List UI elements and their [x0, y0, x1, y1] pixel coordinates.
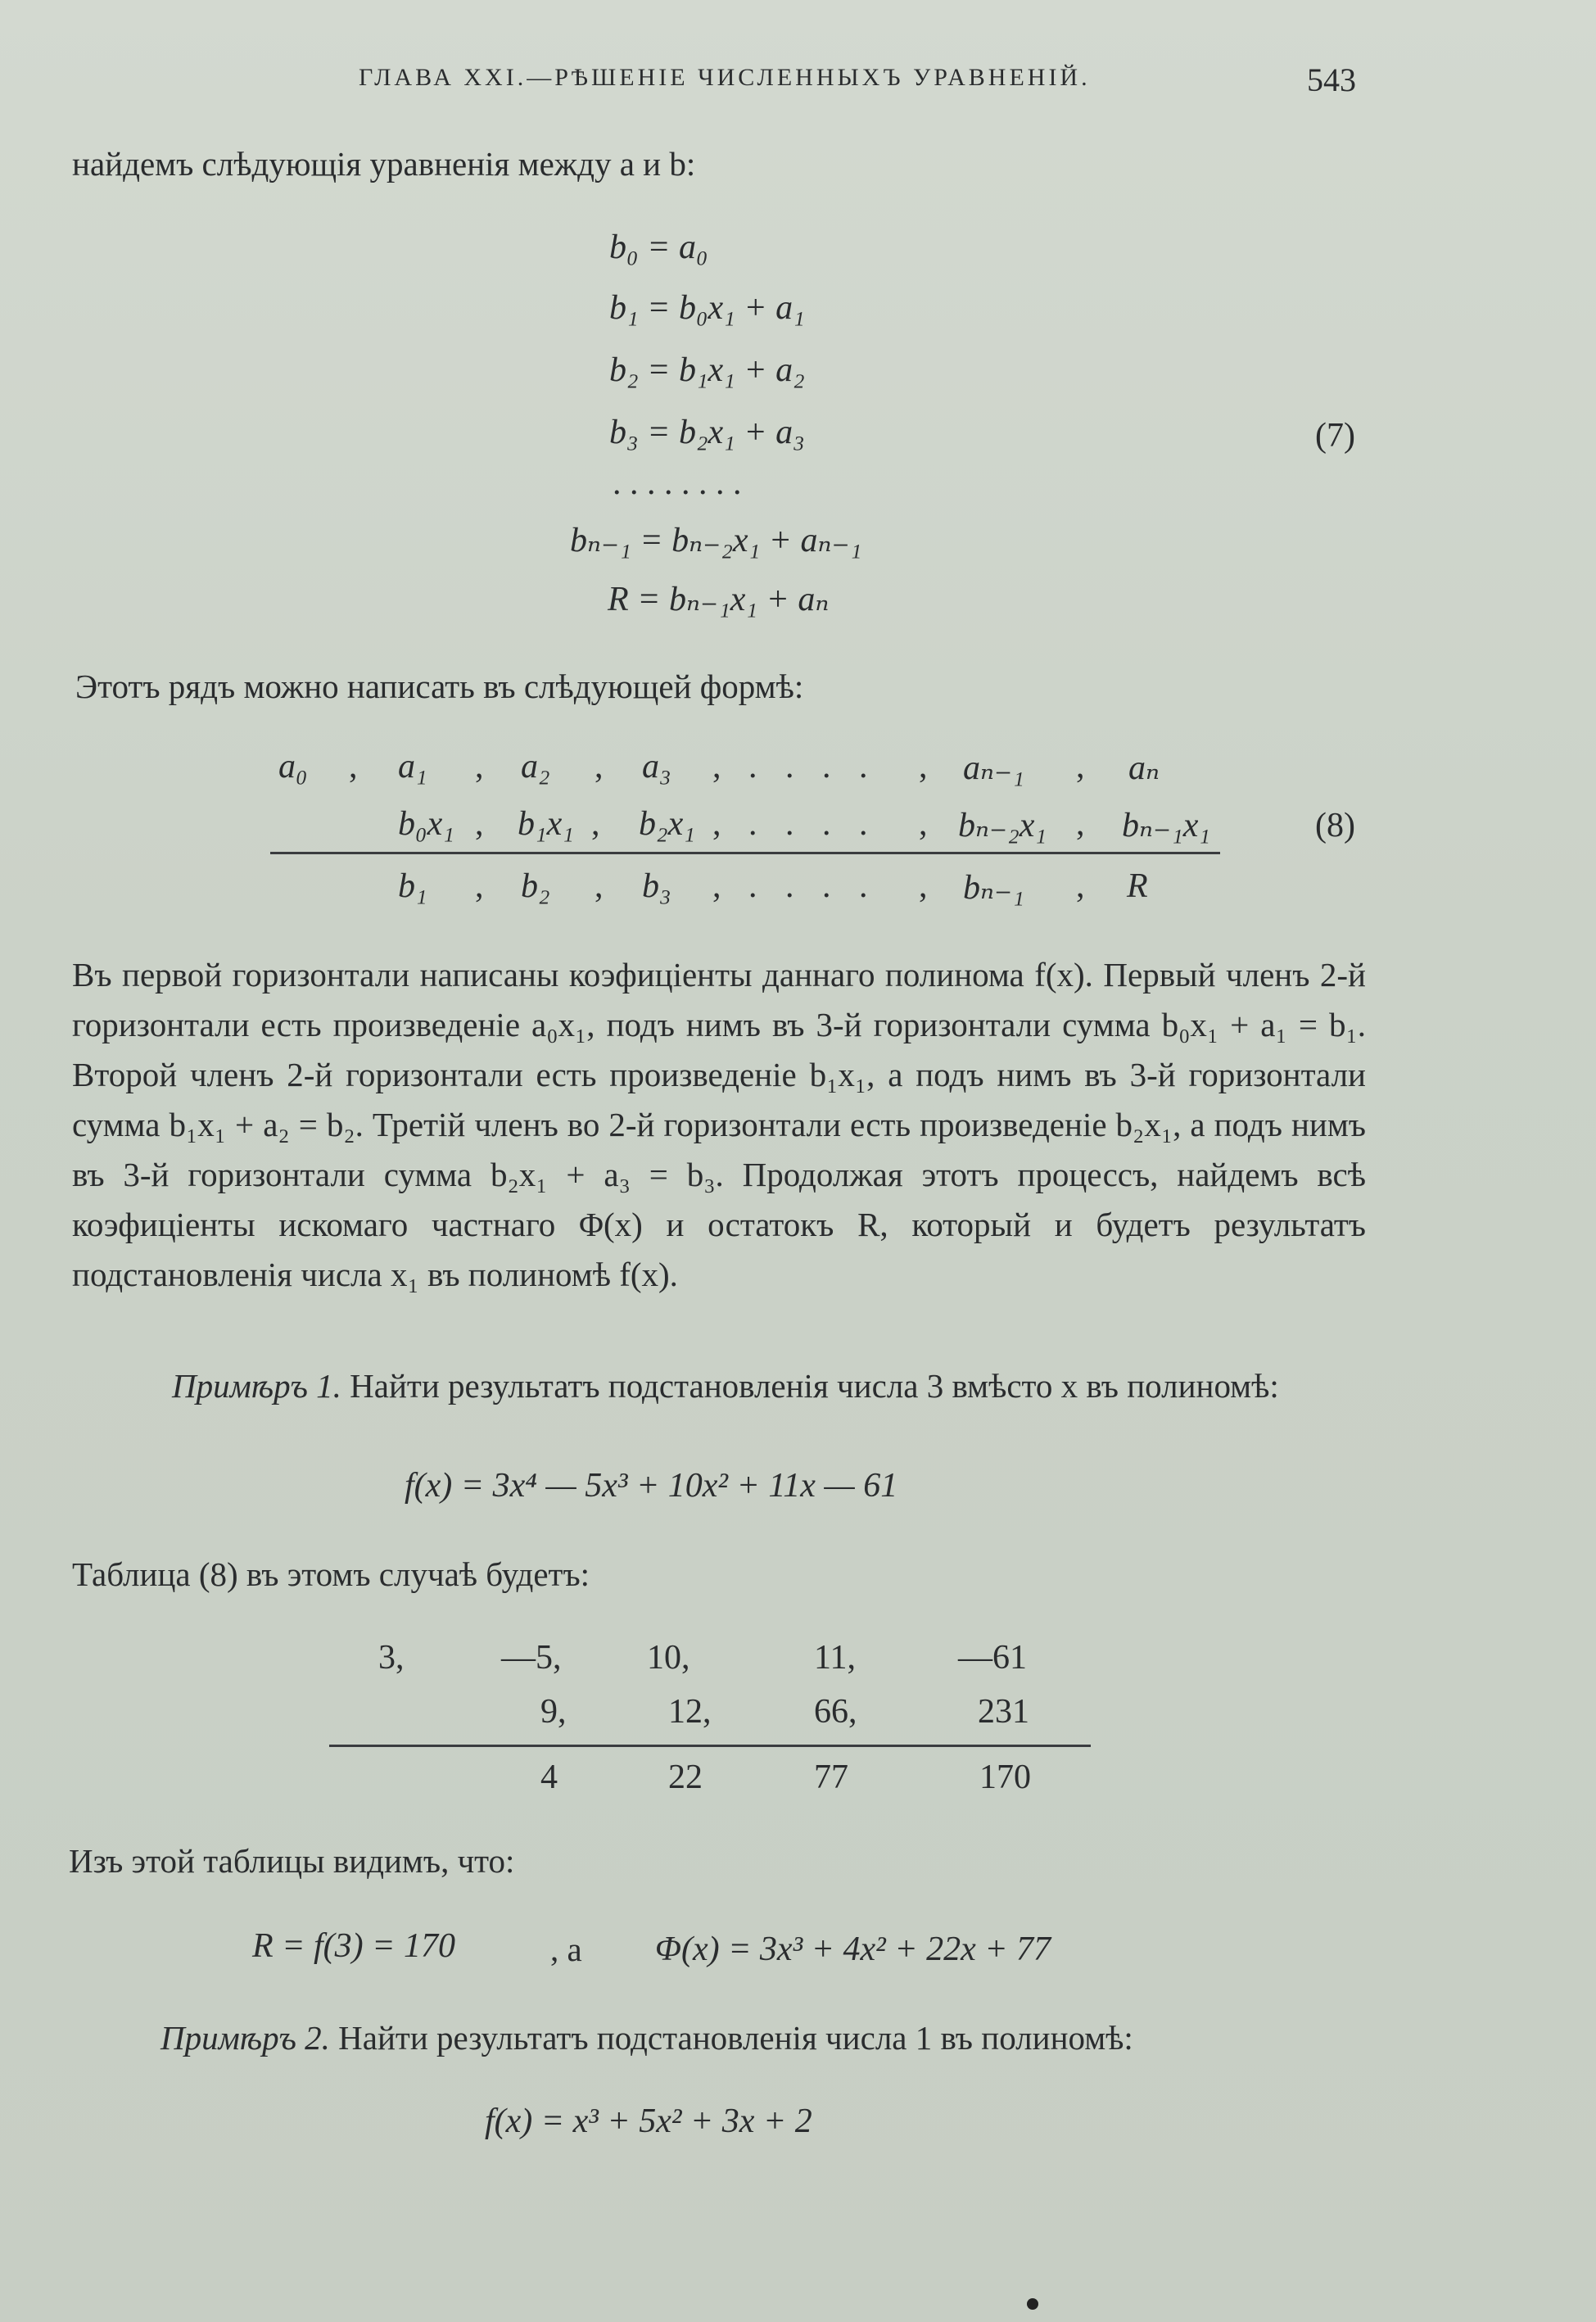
scheme-row3-comma: ,	[712, 867, 721, 905]
scheme-sum-rule	[270, 852, 1220, 854]
ink-spot	[1027, 2298, 1038, 2310]
intro-line: найдемъ слѣдующія уравненія между a и b:	[72, 145, 696, 183]
table-row2-c2: 9,	[540, 1693, 567, 1731]
scheme-row2-comma: ,	[591, 805, 600, 843]
example1-result-left: R = f(3) = 170	[252, 1927, 455, 1965]
table-row1-c5: —61	[958, 1639, 1027, 1677]
scheme-row1-comma: ,	[919, 748, 928, 785]
equation-number-8: (8)	[1315, 807, 1355, 844]
example1-conclusion-intro: Изъ этой таблицы видимъ, что:	[69, 1842, 515, 1880]
scheme-row1-comma: ,	[712, 748, 721, 785]
example2-text: Найти результатъ подстановленія числа 1 въ полиномѣ:	[338, 2019, 1133, 2057]
scheme-row3-b2: b₂	[521, 867, 550, 905]
example2-line	[161, 2018, 1133, 2057]
table-row3-c5: 170	[979, 1758, 1031, 1796]
scheme-row3-b3: b₃	[642, 867, 671, 905]
system-line-4: b₃ = b₂x₁ + a₃	[609, 414, 805, 451]
scheme-row1-comma: ,	[349, 748, 358, 785]
table-row2-c4: 66,	[814, 1693, 857, 1731]
scheme-row2-bn-1x1: bₙ₋₁x₁	[1122, 807, 1211, 844]
scheme-row2-b0x1: b₀x₁	[398, 805, 454, 843]
scheme-row2-b1x1: b₁x₁	[518, 805, 574, 843]
scheme-row3-bn-1: bₙ₋₁	[963, 869, 1024, 907]
example1-table-intro: Таблица (8) въ этомъ случаѣ будетъ:	[72, 1555, 590, 1593]
example1-formula: f(x) = 3x⁴ — 5x³ + 10x² + 11x — 61	[405, 1467, 898, 1505]
scheme-row2-comma: ,	[1076, 805, 1085, 843]
scheme-row3-comma: ,	[919, 867, 928, 905]
scheme-row3-comma: ,	[475, 867, 484, 905]
system-ellipsis: . . . . . . . .	[613, 464, 742, 502]
scheme-row1-comma: ,	[475, 748, 484, 785]
scheme-row2-comma: ,	[475, 805, 484, 843]
scheme-row2-ellipsis: . . . .	[748, 805, 878, 843]
example1-result-separator: , а	[550, 1930, 582, 1968]
table-row3-c2: 4	[540, 1758, 558, 1796]
scheme-row1-a3: a₃	[642, 748, 671, 785]
page-number: 543	[1307, 61, 1356, 98]
table-row1-c3: 10,	[647, 1639, 690, 1677]
scheme-row1-comma: ,	[595, 748, 604, 785]
scheme-row1-ellipsis: . . . .	[748, 748, 878, 785]
scheme-row3-b1: b₁	[398, 867, 427, 905]
example1-text: Найти результатъ подстановленія числа 3 вмѣсто x въ полиномѣ:	[350, 1367, 1279, 1405]
scheme-row1-comma: ,	[1076, 748, 1085, 785]
table-row3-c3: 22	[668, 1758, 703, 1796]
table-row1-c1: 3,	[378, 1639, 405, 1677]
system-line-3: b₂ = b₁x₁ + a₂	[609, 351, 805, 389]
scheme-row1-a1: a₁	[398, 748, 427, 785]
system-line-1: b₀ = a₀	[609, 229, 708, 266]
table-row2-c5: 231	[978, 1693, 1029, 1731]
scheme-row1-a2: a₂	[521, 748, 550, 785]
table-row1-c2: —5,	[501, 1639, 562, 1677]
scheme-row3-comma: ,	[595, 867, 604, 905]
scheme-row2-comma: ,	[919, 805, 928, 843]
row-form-intro: Этотъ рядъ можно написать въ слѣдующей формѣ:	[75, 668, 804, 705]
table-row3-c4: 77	[814, 1758, 848, 1796]
scheme-row3-comma: ,	[1076, 867, 1085, 905]
scheme-row3-ellipsis: . . . .	[748, 867, 878, 905]
scheme-row2-b2x1: b₂x₁	[639, 805, 695, 843]
equation-number-7: (7)	[1315, 417, 1355, 455]
table-sum-rule	[329, 1745, 1091, 1747]
example1-result-right: Φ(x) = 3x³ + 4x² + 22x + 77	[655, 1930, 1051, 1968]
system-line-2: b₁ = b₀x₁ + a₁	[609, 289, 805, 327]
scheme-row2-comma: ,	[712, 805, 721, 843]
example1-label: Примѣръ 1.	[172, 1367, 341, 1405]
scheme-row2-bn-2x1: bₙ₋₂x₁	[958, 807, 1047, 844]
table-row2-c3: 12,	[668, 1693, 712, 1731]
system-line-6: bₙ₋₁ = bₙ₋₂x₁ + aₙ₋₁	[570, 522, 862, 559]
scheme-row3-R: R	[1127, 867, 1148, 905]
scheme-row1-an-1: aₙ₋₁	[963, 749, 1024, 787]
table-row1-c4: 11,	[814, 1639, 856, 1677]
scheme-row1-an: aₙ	[1128, 749, 1160, 787]
running-head: ГЛАВА XXI.—РѢШЕНІЕ ЧИСЛЕННЫХЪ УРАВНЕНІЙ.	[359, 64, 1091, 91]
example2-formula: f(x) = x³ + 5x² + 3x + 2	[485, 2102, 812, 2140]
system-line-7: R = bₙ₋₁x₁ + aₙ	[608, 581, 830, 618]
example2-label: Примѣръ 2.	[161, 2019, 330, 2057]
explanation-paragraph: Въ первой горизонтали написаны коэфиціенты даннаго полинома f(x). Первый членъ 2-й горизонтали есть произведеніе a₀x₁, подъ нимъ въ 3-й горизонтали сумма b₀x₁ + a₁ = b₁. Второй членъ 2-й горизонтали есть произведеніе b₁x₁, а подъ нимъ въ 3-й горизонтали сумма b₁x₁ + a₂ = b₂. Третій членъ во 2-й горизонтали есть произведеніе b₂x₁, а подъ нимъ въ 3-й горизонтали сумма b₂x₁ + a₃ = b₃. Продолжая этотъ процессъ, найдемъ всѣ коэфиціенты искомаго частнаго Φ(x) и остатокъ R, который и будетъ результатъ подстановленія числа x₁ въ полиномѣ f(x).	[72, 956, 1366, 1293]
scheme-row1-a0: a₀	[278, 748, 308, 785]
example1-line	[172, 1366, 1279, 1405]
